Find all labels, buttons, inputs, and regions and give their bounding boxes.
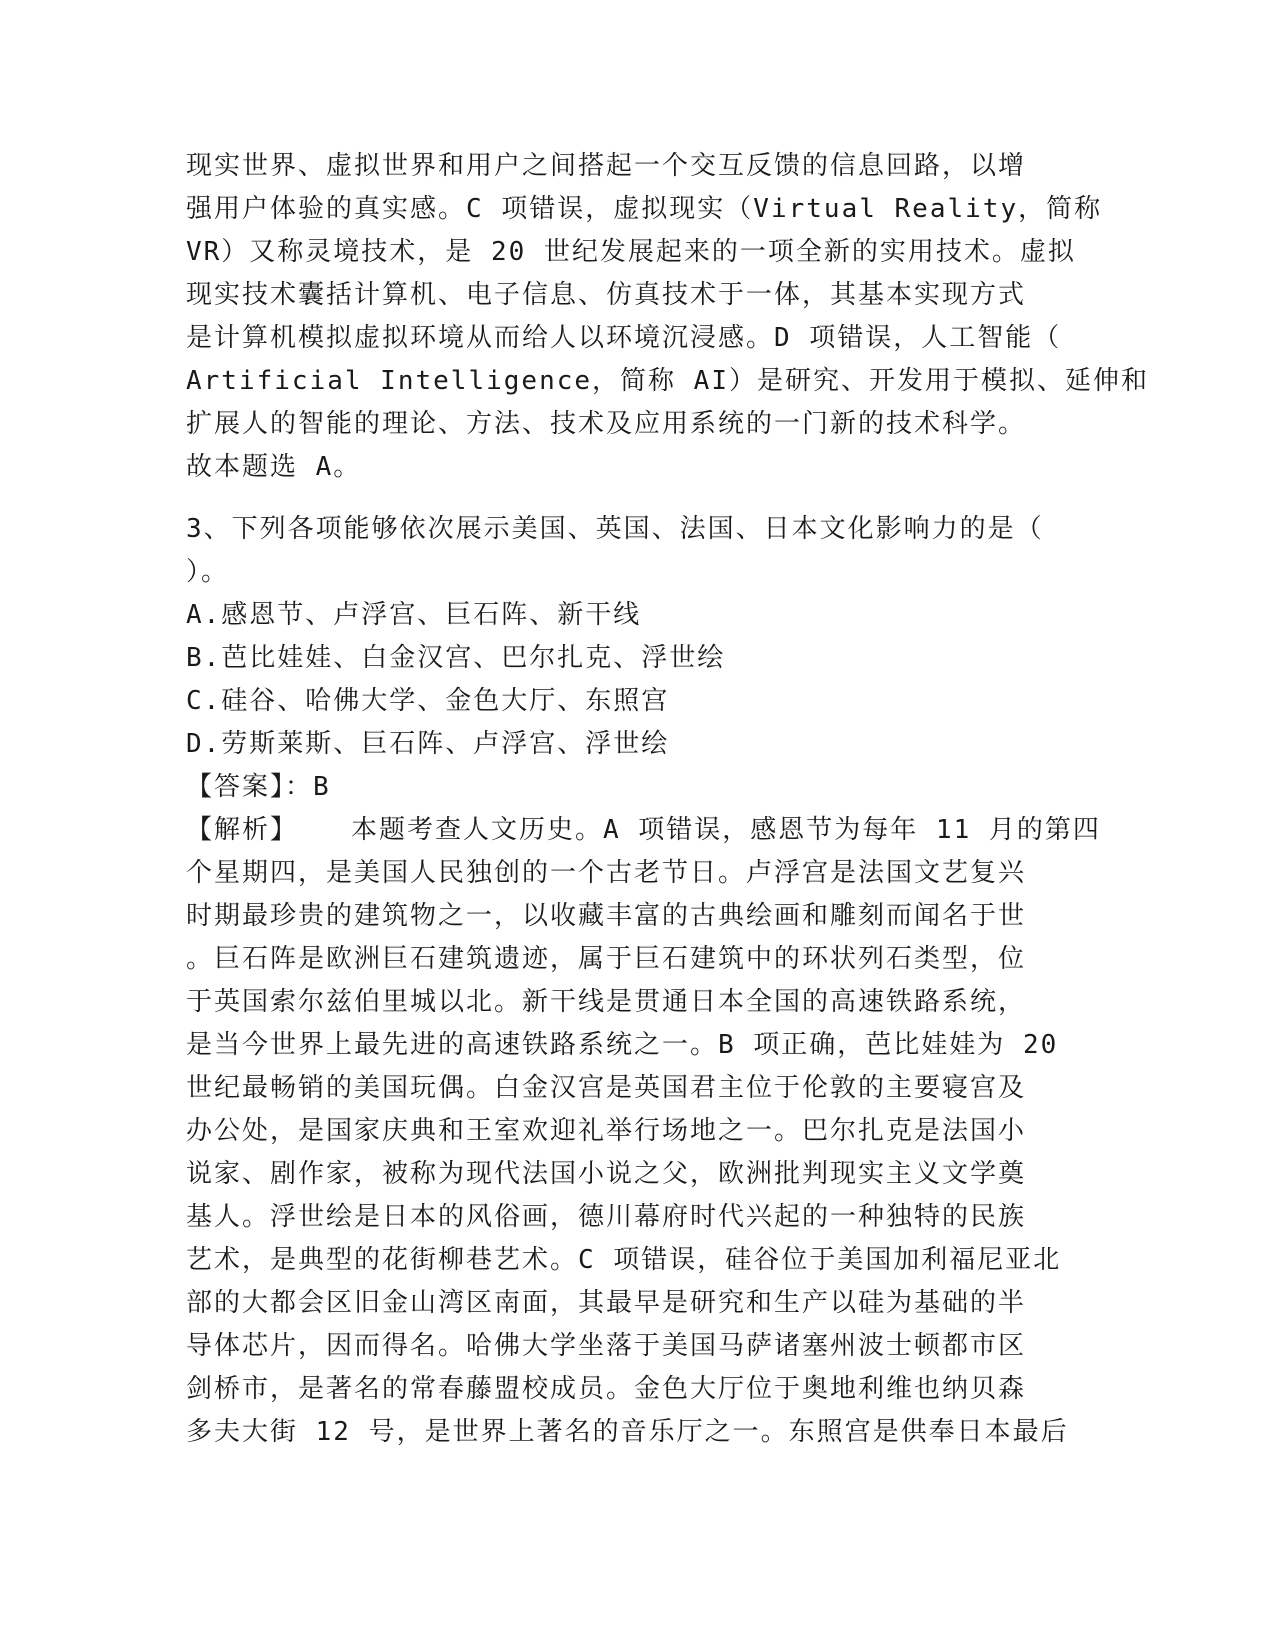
text-line: 故本题选 A。 bbox=[186, 452, 362, 482]
question-stem: 3、下列各项能够依次展示美国、英国、法国、日本文化影响力的是（ bbox=[186, 514, 1044, 544]
explanation-line: 部的大都会区旧金山湾区南面，其最早是研究和生产以硅为基础的半 bbox=[186, 1288, 1027, 1318]
question-stem: ）。 bbox=[186, 557, 230, 587]
text-line: 现实世界、虚拟世界和用户之间搭起一个交互反馈的信息回路，以增 bbox=[186, 151, 1027, 181]
explanation-line: 艺术，是典型的花街柳巷艺术。C 项错误，硅谷位于美国加利福尼亚北 bbox=[186, 1245, 1062, 1275]
explanation bbox=[186, 809, 1101, 1454]
explanation-line: 时期最珍贵的建筑物之一，以收藏丰富的古典绘画和雕刻而闻名于世 bbox=[186, 901, 1027, 931]
option-a: A.感恩节、卢浮宫、巨石阵、新干线 bbox=[186, 600, 642, 630]
text-line: 现实技术囊括计算机、电子信息、仿真技术于一体，其基本实现方式 bbox=[186, 280, 1027, 310]
answer-line: 【答案】：B bbox=[186, 772, 331, 802]
explanation-line: 【解析】 本题考查人文历史。A 项错误，感恩节为每年 11 月的第四 bbox=[186, 815, 1101, 845]
question-3 bbox=[186, 508, 1101, 1454]
explanation-line: 于英国索尔兹伯里城以北。新干线是贯通日本全国的高速铁路系统， bbox=[186, 987, 1027, 1017]
option-b: B.芭比娃娃、白金汉宫、巴尔扎克、浮世绘 bbox=[186, 643, 726, 673]
option-c: C.硅谷、哈佛大学、金色大厅、东照宫 bbox=[186, 686, 670, 716]
explanation-line: 是当今世界上最先进的高速铁路系统之一。B 项正确，芭比娃娃为 20 bbox=[186, 1030, 1059, 1060]
text-line: VR）又称灵境技术，是 20 世纪发展起来的一项全新的实用技术。虚拟 bbox=[186, 237, 1076, 267]
text-line: 是计算机模拟虚拟环境从而给人以环境沉浸感。D 项错误，人工智能（ bbox=[186, 323, 1062, 353]
document-page bbox=[186, 145, 1149, 1454]
explanation-line: 剑桥市，是著名的常春藤盟校成员。金色大厅位于奥地利维也纳贝森 bbox=[186, 1374, 1027, 1404]
explanation-line: 基人。浮世绘是日本的风俗画，德川幕府时代兴起的一种独特的民族 bbox=[186, 1202, 1027, 1232]
explanation-line: 办公处，是国家庆典和王室欢迎礼举行场地之一。巴尔扎克是法国小 bbox=[186, 1116, 1027, 1146]
previous-explanation bbox=[186, 145, 1149, 489]
explanation-line: 导体芯片，因而得名。哈佛大学坐落于美国马萨诸塞州波士顿都市区 bbox=[186, 1331, 1027, 1361]
text-line: Artificial Intelligence，简称 AI）是研究、开发用于模拟、延伸和 bbox=[186, 366, 1149, 396]
explanation-line: 说家、剧作家，被称为现代法国小说之父，欧洲批判现实主义文学奠 bbox=[186, 1159, 1027, 1189]
explanation-line: 多夫大街 12 号，是世界上著名的音乐厅之一。东照宫是供奉日本最后 bbox=[186, 1417, 1069, 1447]
text-line: 扩展人的智能的理论、方法、技术及应用系统的一门新的技术科学。 bbox=[186, 409, 1027, 439]
paragraph-spacer bbox=[186, 489, 1081, 508]
explanation-line: 个星期四，是美国人民独创的一个古老节日。卢浮宫是法国文艺复兴 bbox=[186, 858, 1027, 888]
explanation-line: 。巨石阵是欧洲巨石建筑遗迹，属于巨石建筑中的环状列石类型，位 bbox=[186, 944, 1027, 974]
option-d: D.劳斯莱斯、巨石阵、卢浮宫、浮世绘 bbox=[186, 729, 670, 759]
text-line: 强用户体验的真实感。C 项错误，虚拟现实（Virtual Reality，简称 bbox=[186, 194, 1103, 224]
explanation-line: 世纪最畅销的美国玩偶。白金汉宫是英国君主位于伦敦的主要寝宫及 bbox=[186, 1073, 1027, 1103]
